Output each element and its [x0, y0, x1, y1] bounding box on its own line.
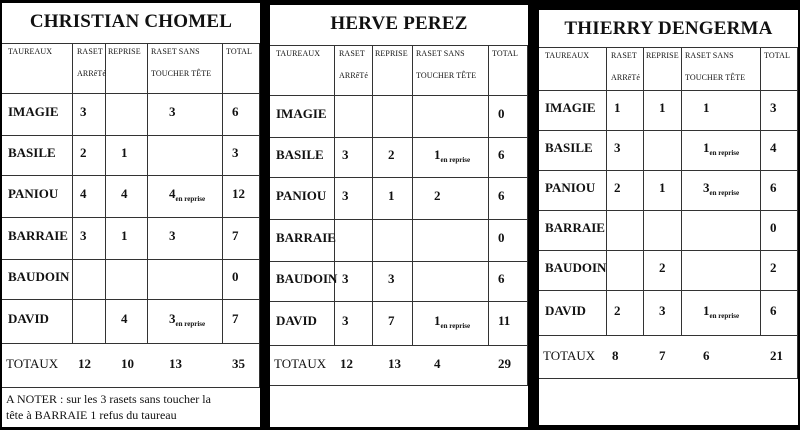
grid-line [270, 385, 528, 386]
totals-reprise: 7 [659, 348, 666, 363]
header-toucher-tete: TOUCHER TÊTE [685, 73, 746, 82]
totals-total: 29 [498, 356, 511, 371]
totals-raset: 12 [78, 356, 91, 371]
header-total: TOTAL [764, 51, 790, 60]
header-toucher-tete: TOUCHER TÊTE [151, 69, 212, 78]
header-raset: RASET [611, 51, 637, 60]
raset-sans-toucher-value [434, 148, 470, 164]
grid-line [105, 43, 106, 343]
header-toucher-tete: TOUCHER TÊTE [416, 71, 477, 80]
row-total: 0 [498, 106, 505, 121]
raset-sans-number: 1 [703, 140, 710, 155]
reprise-value: 3 [388, 271, 395, 286]
row-total: 0 [498, 230, 505, 245]
score-card [2, 3, 260, 427]
raset-sans-number: 3 [703, 180, 710, 195]
row-total: 12 [232, 186, 245, 201]
raset-sans-toucher-value [434, 314, 470, 330]
note-text [6, 391, 256, 423]
raset-arrete-value: 3 [342, 188, 349, 203]
raset-sans-number: 4 [169, 186, 176, 201]
grid-line [72, 43, 73, 343]
raset-sans-number: 1 [703, 303, 710, 318]
grid-line [797, 47, 798, 378]
bull-name: IMAGIE [8, 104, 59, 119]
row-total: 6 [498, 147, 505, 162]
totals-raset: 8 [612, 348, 619, 363]
bull-name: BASILE [8, 145, 56, 160]
bull-name: PANIOU [8, 186, 59, 201]
header-reprise: REPRISE [375, 49, 408, 58]
row-total: 6 [770, 180, 777, 195]
grid-line [270, 95, 528, 96]
bull-name: BAUDOIN [545, 260, 607, 275]
header-arrete: ARRêTé [77, 69, 107, 78]
header-reprise: REPRISE [646, 51, 679, 60]
en-reprise-note: en reprise [175, 195, 206, 203]
header-raset-sans: RASET SANS [151, 47, 200, 56]
grid-line [488, 45, 489, 345]
bull-name: BARRAIE [276, 230, 336, 245]
reprise-value: 2 [388, 147, 395, 162]
raset-sans-toucher-value [703, 304, 739, 320]
en-reprise-note: en reprise [709, 149, 740, 157]
bull-name: DAVID [276, 313, 317, 328]
row-total: 4 [770, 140, 777, 155]
reprise-value: 1 [121, 145, 128, 160]
row-total: 0 [770, 220, 777, 235]
grid-line [539, 335, 798, 336]
raset-arrete-value: 2 [80, 145, 87, 160]
totals-label: TOTAUX [543, 348, 596, 363]
row-total: 0 [232, 269, 239, 284]
grid-line [270, 261, 528, 262]
raset-sans-number: 1 [434, 147, 441, 162]
header-taureaux: TAUREAUX [276, 49, 321, 58]
row-total: 6 [232, 104, 239, 119]
bull-name: PANIOU [276, 188, 327, 203]
score-card [270, 5, 528, 427]
reprise-value: 1 [659, 180, 666, 195]
totals-reprise: 10 [121, 356, 134, 371]
reprise-value: 1 [388, 188, 395, 203]
bull-name: BASILE [276, 147, 324, 162]
header-reprise: REPRISE [108, 47, 141, 56]
raset-sans-toucher-value [703, 101, 710, 114]
grid-line [270, 137, 528, 138]
raset-sans-toucher-value [169, 105, 176, 118]
reprise-value: 1 [121, 228, 128, 243]
raset-arrete-value: 3 [80, 228, 87, 243]
bull-name: DAVID [8, 311, 49, 326]
grid-line [681, 47, 682, 335]
header-arrete: ARRêTé [611, 73, 641, 82]
grid-line [372, 45, 373, 345]
row-total: 6 [498, 271, 505, 286]
bull-name: BAUDOIN [8, 269, 70, 284]
grid-line [147, 43, 148, 343]
en-reprise-note: en reprise [440, 322, 471, 330]
reprise-value: 4 [121, 186, 128, 201]
raset-sans-number: 2 [434, 188, 441, 203]
grid-line [539, 378, 798, 379]
grid-line [412, 45, 413, 345]
en-reprise-note: en reprise [709, 312, 740, 320]
header-raset: RASET [339, 49, 365, 58]
raset-arrete-value: 4 [80, 186, 87, 201]
totals-raset-sans: 13 [169, 356, 182, 371]
reprise-value: 3 [659, 303, 666, 318]
raset-arrete-value: 2 [614, 180, 621, 195]
raset-sans-toucher-value [703, 181, 739, 197]
grid-line [270, 177, 528, 178]
totals-total: 35 [232, 356, 245, 371]
bull-name: DAVID [545, 303, 586, 318]
totals-raset: 12 [340, 356, 353, 371]
raset-arrete-value: 3 [342, 271, 349, 286]
raset-sans-number: 1 [703, 100, 710, 115]
totals-reprise: 13 [388, 356, 401, 371]
raset-arrete-value: 3 [614, 140, 621, 155]
grid-line [259, 43, 260, 387]
raset-sans-toucher-value [169, 229, 176, 242]
reprise-value: 4 [121, 311, 128, 326]
reprise-value: 1 [659, 100, 666, 115]
bull-name: IMAGIE [545, 100, 596, 115]
bull-name: BASILE [545, 140, 593, 155]
raset-arrete-value: 3 [342, 147, 349, 162]
header-total: TOTAL [226, 47, 252, 56]
raset-sans-number: 3 [169, 104, 176, 119]
grid-line [270, 345, 528, 346]
row-total: 7 [232, 311, 239, 326]
totals-total: 21 [770, 348, 783, 363]
raset-sans-number: 3 [169, 311, 176, 326]
grid-line [222, 43, 223, 343]
row-total: 3 [770, 100, 777, 115]
bull-name: IMAGIE [276, 106, 327, 121]
raset-arrete-value: 1 [614, 100, 621, 115]
rider-name: CHRISTIAN CHOMEL [29, 11, 233, 32]
en-reprise-note: en reprise [440, 156, 471, 164]
bull-name: BAUDOIN [276, 271, 338, 286]
row-total: 3 [232, 145, 239, 160]
row-total: 6 [498, 188, 505, 203]
raset-sans-toucher-value [703, 141, 739, 157]
totals-raset-sans: 6 [703, 348, 710, 363]
totals-label: TOTAUX [274, 356, 327, 371]
score-card [539, 10, 798, 425]
header-raset: RASET [77, 47, 103, 56]
grid-line [606, 47, 607, 335]
header-taureaux: TAUREAUX [545, 51, 590, 60]
note-line: tête à BARRAIE 1 refus du taureau [6, 408, 177, 423]
row-total: 6 [770, 303, 777, 318]
grid-line [643, 47, 644, 335]
raset-sans-toucher-value [169, 187, 205, 203]
bull-name: BARRAIE [545, 220, 605, 235]
reprise-value: 2 [659, 260, 666, 275]
header-taureaux: TAUREAUX [8, 47, 53, 56]
grid-line [760, 47, 761, 335]
raset-arrete-value: 3 [342, 313, 349, 328]
row-total: 2 [770, 260, 777, 275]
en-reprise-note: en reprise [175, 320, 206, 328]
grid-line [270, 45, 528, 46]
rider-name: THIERRY DENGERMA [564, 18, 773, 39]
grid-line [2, 387, 260, 388]
raset-sans-toucher-value [434, 189, 441, 202]
note-line: A NOTER : sur les 3 rasets sans toucher la [6, 392, 211, 406]
en-reprise-note: en reprise [709, 189, 740, 197]
totals-label: TOTAUX [6, 356, 59, 371]
bull-name: BARRAIE [8, 228, 68, 243]
grid-line [334, 45, 335, 345]
raset-sans-number: 1 [434, 313, 441, 328]
raset-sans-toucher-value [169, 312, 205, 328]
raset-arrete-value: 3 [80, 104, 87, 119]
reprise-value: 7 [388, 313, 395, 328]
bull-name: PANIOU [545, 180, 596, 195]
grid-line [270, 301, 528, 302]
header-raset-sans: RASET SANS [416, 49, 465, 58]
grid-line [2, 343, 260, 344]
totals-raset-sans: 4 [434, 356, 441, 371]
grid-line [527, 45, 528, 385]
row-total: 7 [232, 228, 239, 243]
rider-name: HERVE PEREZ [330, 13, 468, 34]
row-total: 11 [498, 313, 511, 328]
header-raset-sans: RASET SANS [685, 51, 734, 60]
raset-sans-number: 3 [169, 228, 176, 243]
raset-arrete-value: 2 [614, 303, 621, 318]
grid-line [270, 219, 528, 220]
header-total: TOTAL [492, 49, 518, 58]
header-arrete: ARRêTé [339, 71, 369, 80]
